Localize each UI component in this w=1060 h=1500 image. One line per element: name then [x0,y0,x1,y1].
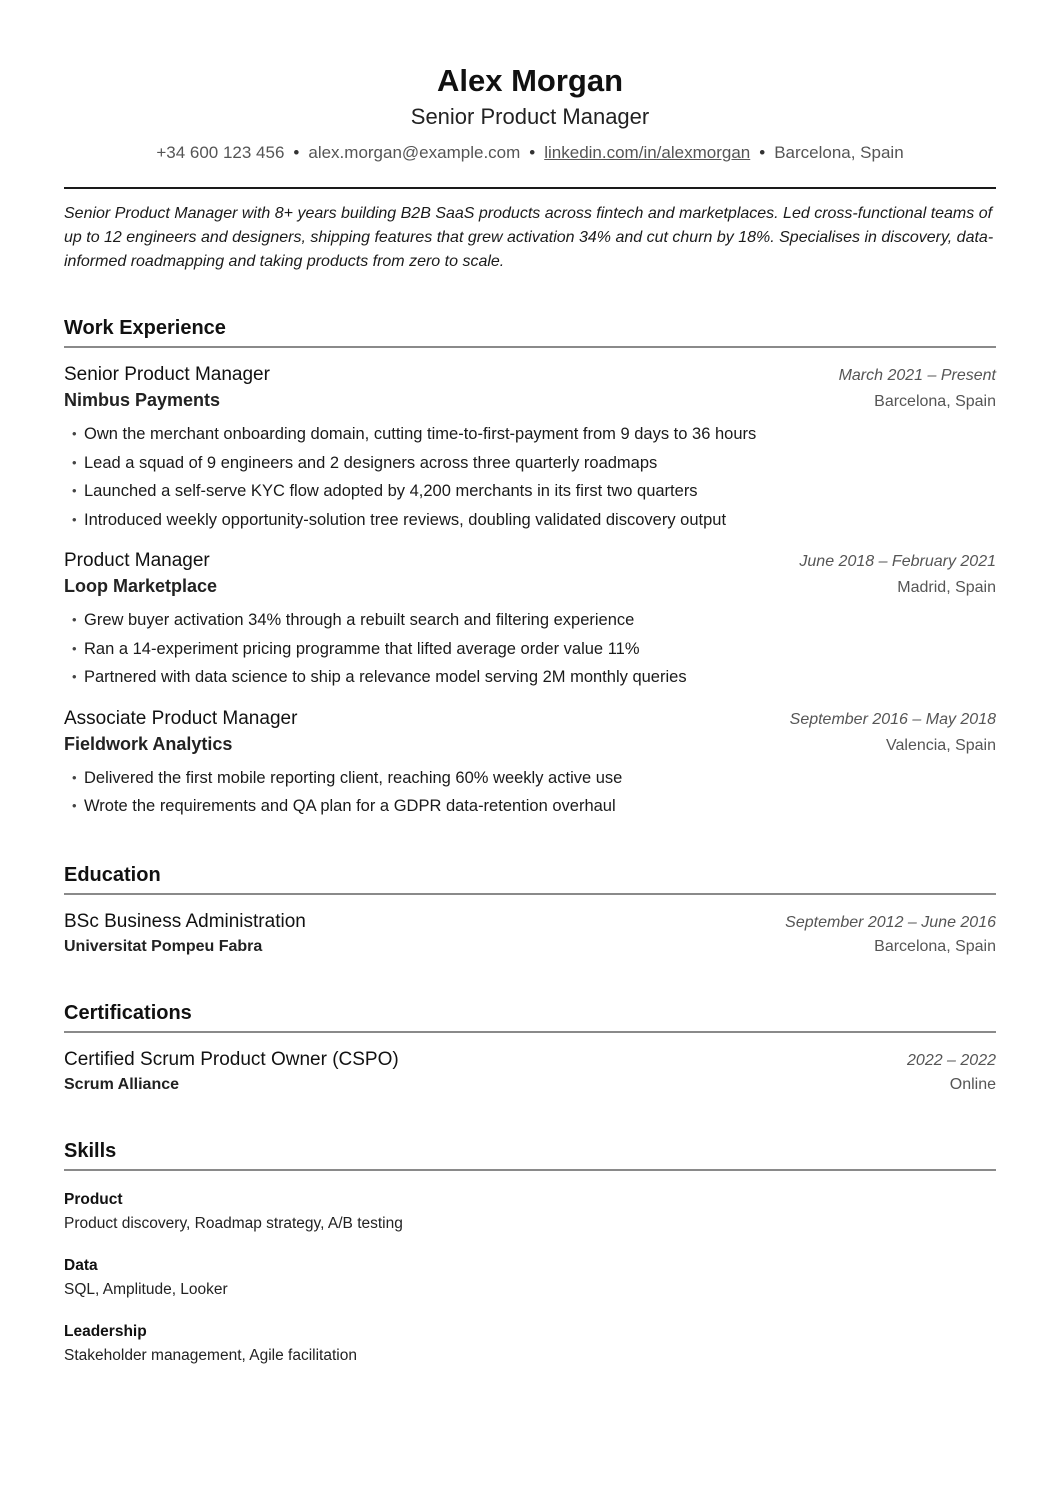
phone-number: +34 600 123 456 [156,143,285,162]
job-entry [64,548,996,692]
company-name: Fieldwork Analytics [64,733,233,754]
skill-list: Product discovery, Roadmap strategy, A/B testing [64,1214,403,1232]
skill-group [64,1255,996,1301]
job-location: Valencia, Spain [886,736,996,754]
skill-category: Data [64,1256,98,1274]
education-location: Barcelona, Spain [874,937,996,955]
job-title: Associate Product Manager [64,707,298,729]
section-divider [64,1031,996,1033]
contact-separator: • [529,143,536,162]
company-name: Loop Marketplace [64,576,218,596]
job-location: Barcelona, Spain [874,393,996,410]
skill-groups [64,1189,996,1367]
job-achievements [64,420,996,534]
skill-list: SQL, Amplitude, Looker [64,1280,228,1298]
work-experience-section [64,314,996,821]
contact-line [64,141,996,165]
company-name: Nimbus Payments [64,390,221,410]
job-dates: June 2018 – February 2021 [799,553,996,570]
education-entry [64,909,996,959]
candidate-name: Alex Morgan [436,63,624,98]
degree-name: BSc Business Administration [64,910,306,932]
resume-header [64,0,996,165]
certifications-section [64,999,996,1097]
skill-list: Stakeholder management, Agile facilitation [64,1346,357,1364]
certification-dates: 2022 – 2022 [907,1051,996,1069]
certification-issuer: Scrum Alliance [64,1075,180,1093]
header-divider [64,187,996,189]
achievement-item: • Ran a 14-experiment pricing programme that lifted average order value 11% [72,635,996,664]
section-divider [64,346,996,348]
education-dates: September 2012 – June 2016 [785,913,996,931]
section-heading: Certifications [64,1001,192,1024]
contact-separator: • [759,143,766,162]
achievement-item: • Own the merchant onboarding domain, cutting time-to-first-payment from 9 days to 36 hours [72,420,996,449]
email-address: alex.morgan@example.com [308,143,521,162]
job-title: Product Manager [64,550,210,571]
skills-section [64,1137,996,1367]
job-entry [64,362,996,534]
skill-category: Leadership [64,1322,147,1340]
achievement-item: • Partnered with data science to ship a relevance model serving 2M monthly queries [72,663,996,692]
section-divider [64,893,996,895]
contact-separator: • [293,143,300,162]
achievement-item: • Delivered the first mobile reporting client, reaching 60% weekly active use [72,764,996,793]
job-entry [64,706,996,821]
achievement-item: • Lead a squad of 9 engineers and 2 designers across three quarterly roadmaps [72,449,996,478]
professional-summary: Senior Product Manager with 8+ years building B2B SaaS products across fintech and marketplaces. Led cross-functional teams of up to 12 engineers and designers, shipping features that grew activation 34% and cut churn by 18%. Specialises in discovery, data-informed roadmapping and taking products from zero to scale. [64,205,994,270]
education-section [64,861,996,959]
job-dates: March 2021 – Present [838,367,996,384]
certification-entry [64,1047,996,1097]
achievement-item: • Grew buyer activation 34% through a rebuilt search and filtering experience [72,606,996,635]
job-location: Madrid, Spain [897,579,996,596]
job-achievements [64,764,996,821]
section-heading: Education [64,863,161,886]
school-name: Universitat Pompeu Fabra [64,937,263,955]
linkedin-link[interactable]: linkedin.com/in/alexmorgan [544,143,751,162]
job-dates: September 2016 – May 2018 [789,710,996,728]
certification-name: Certified Scrum Product Owner (CSPO) [64,1048,399,1070]
job-achievements [64,606,996,692]
section-heading: Skills [64,1139,117,1162]
certification-location: Online [949,1075,996,1093]
skill-group [64,1321,996,1367]
achievement-item: • Introduced weekly opportunity-solution tree reviews, doubling validated discovery output [72,506,996,535]
section-heading: Work Experience [64,317,226,339]
achievement-item: • Launched a self-serve KYC flow adopted by 4,200 merchants in its first two quarters [72,477,996,506]
achievement-item: • Wrote the requirements and QA plan for a GDPR data-retention overhaul [72,792,996,821]
candidate-title: Senior Product Manager [410,104,650,129]
job-title: Senior Product Manager [64,364,270,385]
skill-category: Product [64,1190,123,1208]
section-divider [64,1169,996,1171]
skill-group [64,1189,996,1235]
candidate-location: Barcelona, Spain [774,143,904,162]
